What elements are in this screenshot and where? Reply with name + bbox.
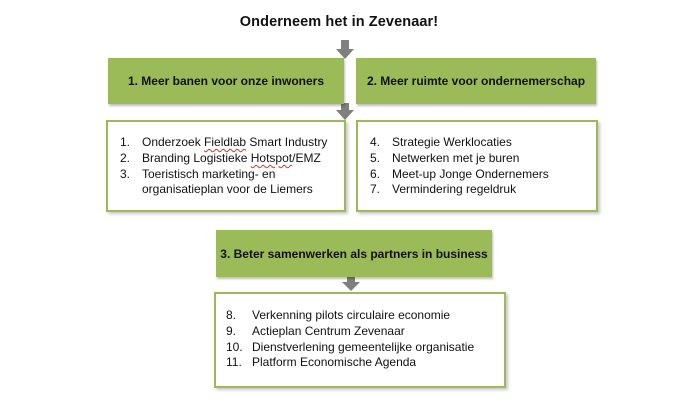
list-item-text [142, 135, 336, 151]
list-item-text: Netwerken met je buren [392, 150, 520, 165]
list-item-text: Verkenning pilots circulaire economie [252, 308, 451, 322]
list-item-text: Meet-up Jonge Ondernemers [392, 166, 549, 181]
list-item-text: Vermindering regeldruk [392, 182, 517, 197]
list-item [226, 324, 496, 340]
list-item-number: 11. [226, 355, 242, 370]
list-item-number: 3. [120, 166, 131, 181]
section-1-header [108, 58, 344, 104]
list-item-number: 6. [370, 166, 381, 181]
list-item [226, 340, 496, 356]
diagram-title: Onderneem het in Zevenaar! [239, 14, 439, 30]
list-item-text: Dienstverlening gemeentelijke organisatie [252, 339, 475, 354]
list-item-number: 1. [120, 135, 131, 149]
section-2-header-label: 2. Meer ruimte voor ondernemerschap [366, 74, 586, 88]
list-item-text-part: Branding Logistieke [142, 150, 251, 165]
list-item-number: 7. [370, 182, 381, 197]
arrow-down-icon [332, 103, 358, 121]
list-item-text: Actieplan Centrum Zevenaar [252, 323, 405, 338]
section-1-list [120, 135, 336, 198]
spellcheck-word: Hotspot [250, 150, 293, 165]
list-item-text [142, 151, 336, 167]
list-item-text-part: Smart Industry [246, 135, 328, 149]
list-item-text: Toeristisch marketing- en organisatieplan voor de Liemers [142, 166, 313, 197]
list-item-number: 2. [120, 150, 131, 165]
list-item-text-part: Onderzoek [142, 135, 205, 149]
section-1-header-label: 1. Meer banen voor onze inwoners [127, 74, 325, 88]
spellcheck-word: Fieldlab [204, 135, 247, 149]
list-item [370, 151, 588, 167]
list-item-number: 8. [226, 308, 237, 322]
section-2-list-box [356, 120, 598, 212]
section-3-list [226, 308, 496, 371]
list-item-text: Strategie Werklocaties [392, 135, 512, 149]
list-item-text: Platform Economische Agenda [252, 355, 417, 370]
section-2-list [370, 135, 588, 198]
list-item [120, 135, 336, 151]
list-item-number: 9. [226, 323, 237, 338]
list-item [226, 355, 496, 371]
section-3-list-box [214, 292, 506, 388]
list-item [120, 167, 336, 199]
list-item-number: 10. [226, 339, 243, 354]
list-item [226, 308, 496, 324]
arrow-down-icon [340, 276, 362, 292]
list-item [120, 151, 336, 167]
list-item [370, 167, 588, 183]
section-3-header [216, 230, 492, 277]
list-item-text-part: /EMZ [292, 150, 321, 165]
section-3-header-label: 3. Beter samenwerken als partners in business [220, 246, 488, 261]
list-item [370, 135, 588, 151]
list-item-number: 5. [370, 150, 381, 165]
section-1-list-box [106, 120, 346, 212]
arrow-down-icon [332, 40, 358, 60]
section-2-header [356, 58, 596, 104]
list-item [370, 182, 588, 198]
list-item-number: 4. [370, 135, 381, 149]
